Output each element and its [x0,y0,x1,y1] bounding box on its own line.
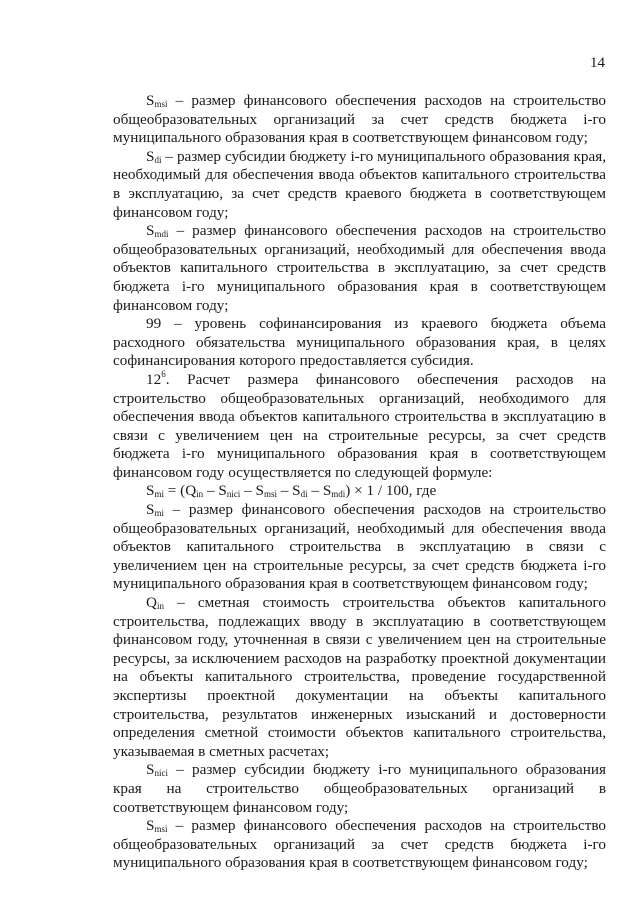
symbol: $Q_{in}$ [146,594,164,612]
page-number: 14 [590,55,605,71]
formula: $S_{mi} = (Q_{in} - S_{nici} - S_{msi} - S_{di} - S_{mdi}) \times 1 / 100$, где [146,482,437,500]
section-12-6: $12^6$. Расчет размера финансового обеспечения расходов на строительство общеобразовательных организаций, необходимого для обеспечения ввода объектов капитального строительства в эксплуатацию в связи с увеличением цен на строительные ресурсы, за счет средств бюджета i-го муниципального образования края в соответствующем финансовом году осуществляется по следующей формуле: [113,368,606,481]
paragraph-cofinancing-level: 99 – уровень софинансирования из краевого бюджета объема расходного обязательства муниципального образования края, в целях софинансирования которого предоставляется субсидия. [113,315,606,370]
definition-s-nici: $S_{nici}$ – размер субсидии бюджету i-го муниципального образования края на строительство общеобразовательных организаций в соответствующем финансовом году; [113,761,606,816]
symbol: $S_{msi}$ [146,817,168,835]
symbol: $S_{di}$ [146,147,162,165]
document-body [113,92,606,873]
definition-s-mi: $S_{mi}$ – размер финансового обеспечения расходов на строительство общеобразовательных организаций, необходимый для обеспечения ввода объектов капитального строительства в эксплуатацию в связи с увеличением цен на строительные ресурсы, за счет средств бюджета i-го муниципального образования края в соответствующем финансовом году; [113,501,606,593]
definition-s-msi: $S_{msi}$ – размер финансового обеспечения расходов на строительство общеобразовательных организаций за счет средств бюджета i-го муниципального образования края в соответствующем финансовом году; [113,817,606,872]
paragraph-s-msi: $S_{msi}$ – размер финансового обеспечения расходов на строительство общеобразовательных организаций за счет средств бюджета i-го муниципального образования края в соответствующем финансовом году; [113,92,606,147]
symbol: $S_{mdi}$ [146,222,169,240]
paragraph-s-mdi: $S_{mdi}$ – размер финансового обеспечения расходов на строительство общеобразовательных организаций, необходимый для обеспечения ввода объектов капитального строительства в эксплуатацию, за счет средств бюджета i-го муниципального образования края в соответствующем финансовом году; [113,222,606,314]
symbol: $S_{mi}$ [146,501,164,519]
symbol: $S_{nici}$ [146,761,168,779]
definition-q-in: $Q_{in}$ – сметная стоимость строительства объектов капитального строительства, подлежащих вводу в эксплуатацию в соответствующем финансовом году, уточненная в связи с увеличением цен на строительные ресурсы, за исключением расходов на разработку проектной документации на объекты капитального строительства, проведение государственной экспертизы проектной документации на объекты капитального строительства, результатов инженерных изысканий и достоверности определения сметной стоимости объектов капитального строительства, указываемая в сметных расчетах; [113,594,606,760]
symbol: $S_{msi}$ [146,92,168,109]
paragraph-s-di: $S_{di}$ – размер субсидии бюджету i-го муниципального образования края, необходимый для обеспечения ввода объектов капитального строительства в эксплуатацию, за счет средств краевого бюджета в соответствующем финансовом году; [113,147,606,221]
